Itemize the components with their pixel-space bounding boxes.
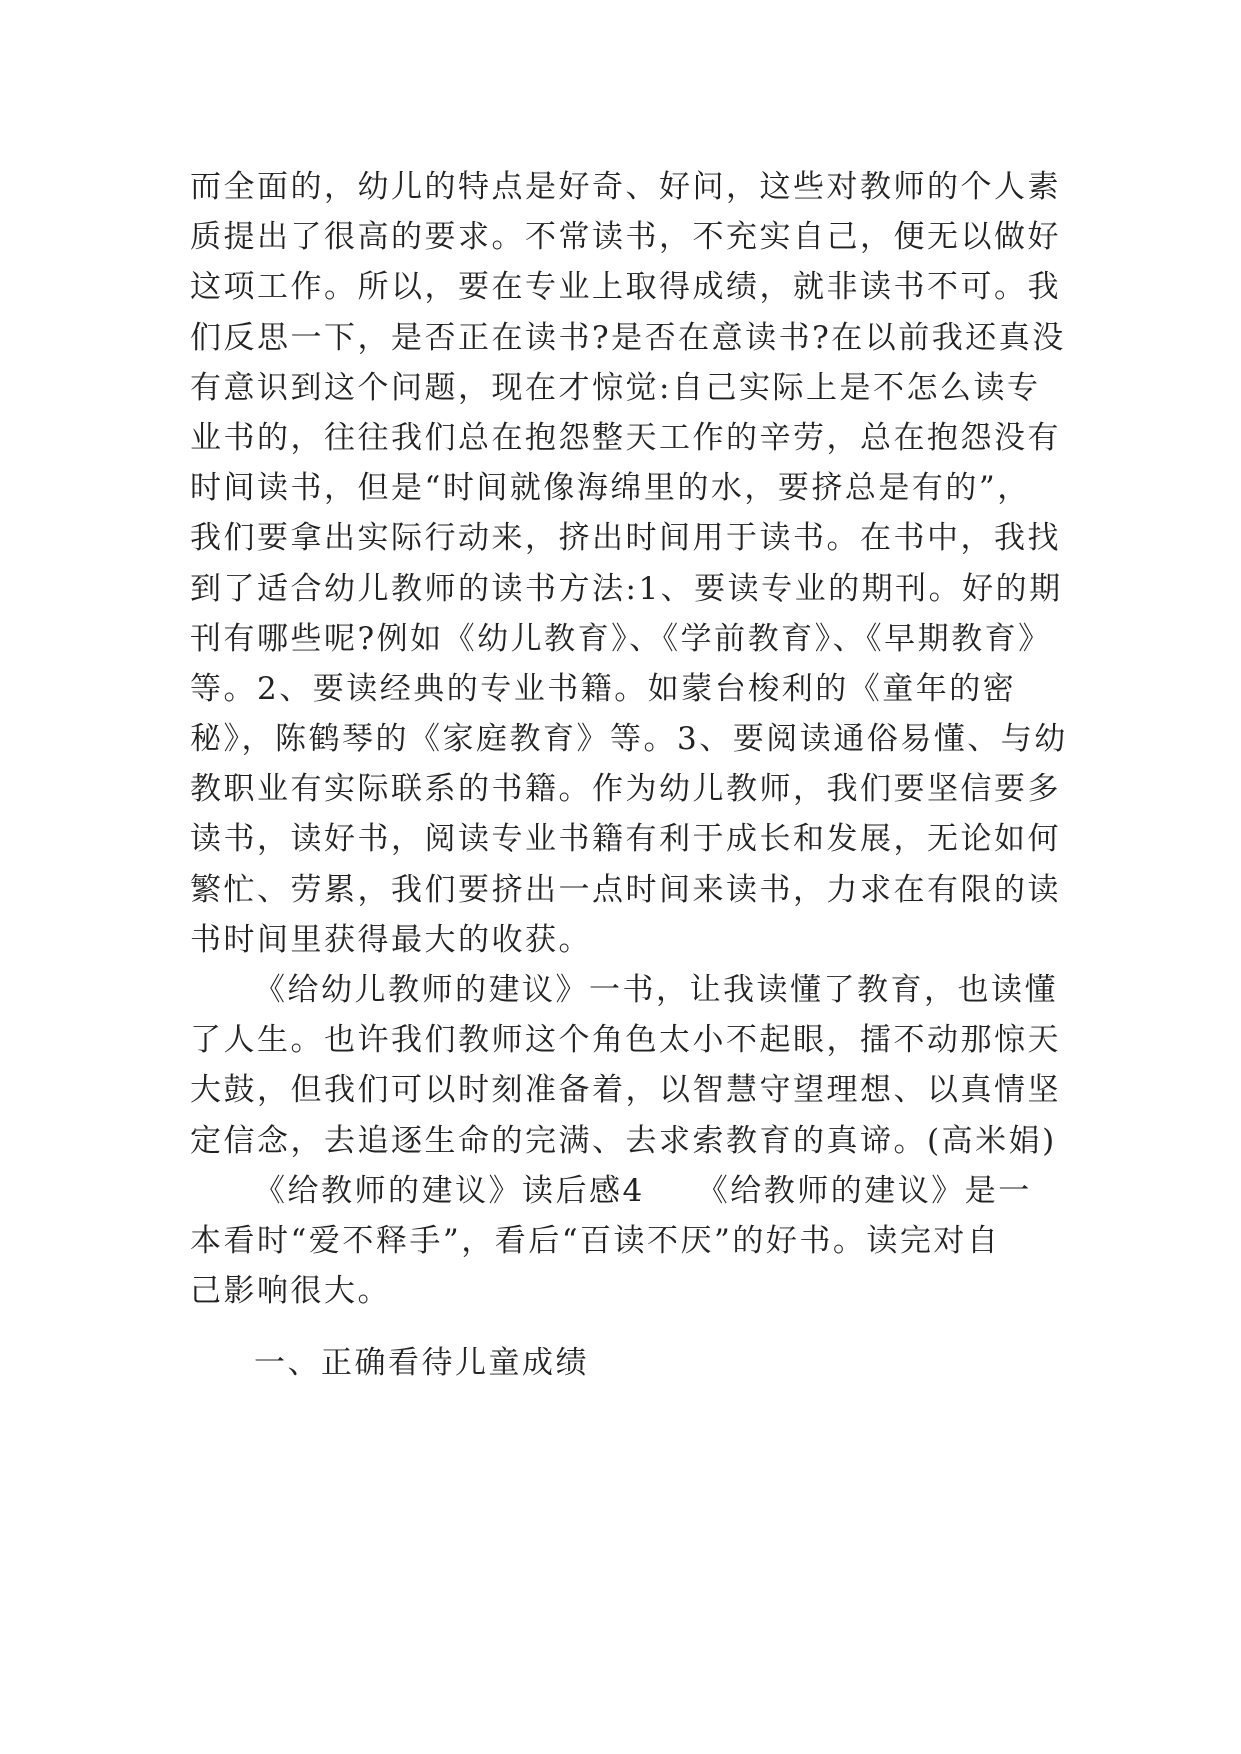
text-line: 秘》，陈鹤琴的《家庭教育》等。3、要阅读通俗易懂、与幼 bbox=[190, 721, 1068, 758]
text-line: 而全面的，幼儿的特点是好奇、好问，这些对教师的个人素 bbox=[190, 169, 1061, 205]
text-line: 了人生。也许我们教师这个角色太小不起眼，擂不动那惊天 bbox=[190, 1022, 1061, 1059]
text-line: 己影响很大。 bbox=[190, 1273, 391, 1310]
text-line: 质提出了很高的要求。不常读书，不充实自己，便无以做好 bbox=[190, 219, 1061, 256]
text-line: 这项工作。所以，要在专业上取得成绩，就非读书不可。我 bbox=[190, 269, 1061, 306]
text-line: 有意识到这个问题，现在才惊觉:自己实际上是不怎么读专 bbox=[190, 369, 1041, 406]
text-line: 业书的，往往我们总在抱怨整天工作的辛劳，总在抱怨没有 bbox=[190, 419, 1061, 456]
section-heading bbox=[190, 1338, 1050, 1388]
text-line: 本看时“爱不释手”，看后“百读不厌”的好书。读完对自 bbox=[190, 1222, 1001, 1259]
text-line: 等。2、要读经典的专业书籍。如蒙台梭利的《童年的密 bbox=[190, 670, 1017, 707]
text-line: 们反思一下，是否正在读书?是否在意读书?在以前我还真没 bbox=[190, 319, 1066, 356]
text-line: 教职业有实际联系的书籍。作为幼儿教师，我们要坚信要多 bbox=[190, 771, 1061, 808]
text-line: 到了适合幼儿教师的读书方法:1、要读专业的期刊。好的期 bbox=[190, 570, 1063, 607]
text-line: 时间读书，但是“时间就像海绵里的水，要挤总是有的”， bbox=[190, 470, 1031, 507]
text-line: 繁忙、劳累，我们要挤出一点时间来读书，力求在有限的读 bbox=[190, 871, 1061, 908]
paragraph-reading-methods bbox=[190, 162, 1068, 965]
text-line: 大鼓，但我们可以时刻准备着，以智慧守望理想、以真情坚 bbox=[190, 1072, 1061, 1109]
text-line: 定信念，去追逐生命的完满、去求索教育的真谛。(高米娟) bbox=[190, 1122, 1057, 1159]
text-line: 刊有哪些呢?例如《幼儿教育》、《学前教育》、《早期教育》 bbox=[190, 620, 1052, 657]
text-line: 我们要拿出实际行动来，挤出时间用于读书。在书中，我找 bbox=[190, 520, 1061, 557]
text-line: 《给幼儿教师的建议》一书，让我读懂了教育，也读懂 bbox=[254, 972, 1058, 1008]
text-line: 读书，读好书，阅读专业书籍有利于成长和发展，无论如何 bbox=[190, 821, 1061, 858]
paragraph-reading-review-4 bbox=[190, 1166, 1050, 1317]
paragraph-book-reflection bbox=[190, 965, 1061, 1166]
document-body bbox=[190, 162, 1068, 1389]
heading-text: 一、正确看待儿童成绩 bbox=[254, 1345, 589, 1382]
text-fragment: 《给教师的建议》是一 bbox=[696, 1172, 1032, 1209]
section-title: 《给教师的建议》读后感4 bbox=[254, 1172, 645, 1209]
text-line bbox=[190, 1166, 1050, 1216]
text-line: 书时间里获得最大的收获。 bbox=[190, 921, 592, 958]
